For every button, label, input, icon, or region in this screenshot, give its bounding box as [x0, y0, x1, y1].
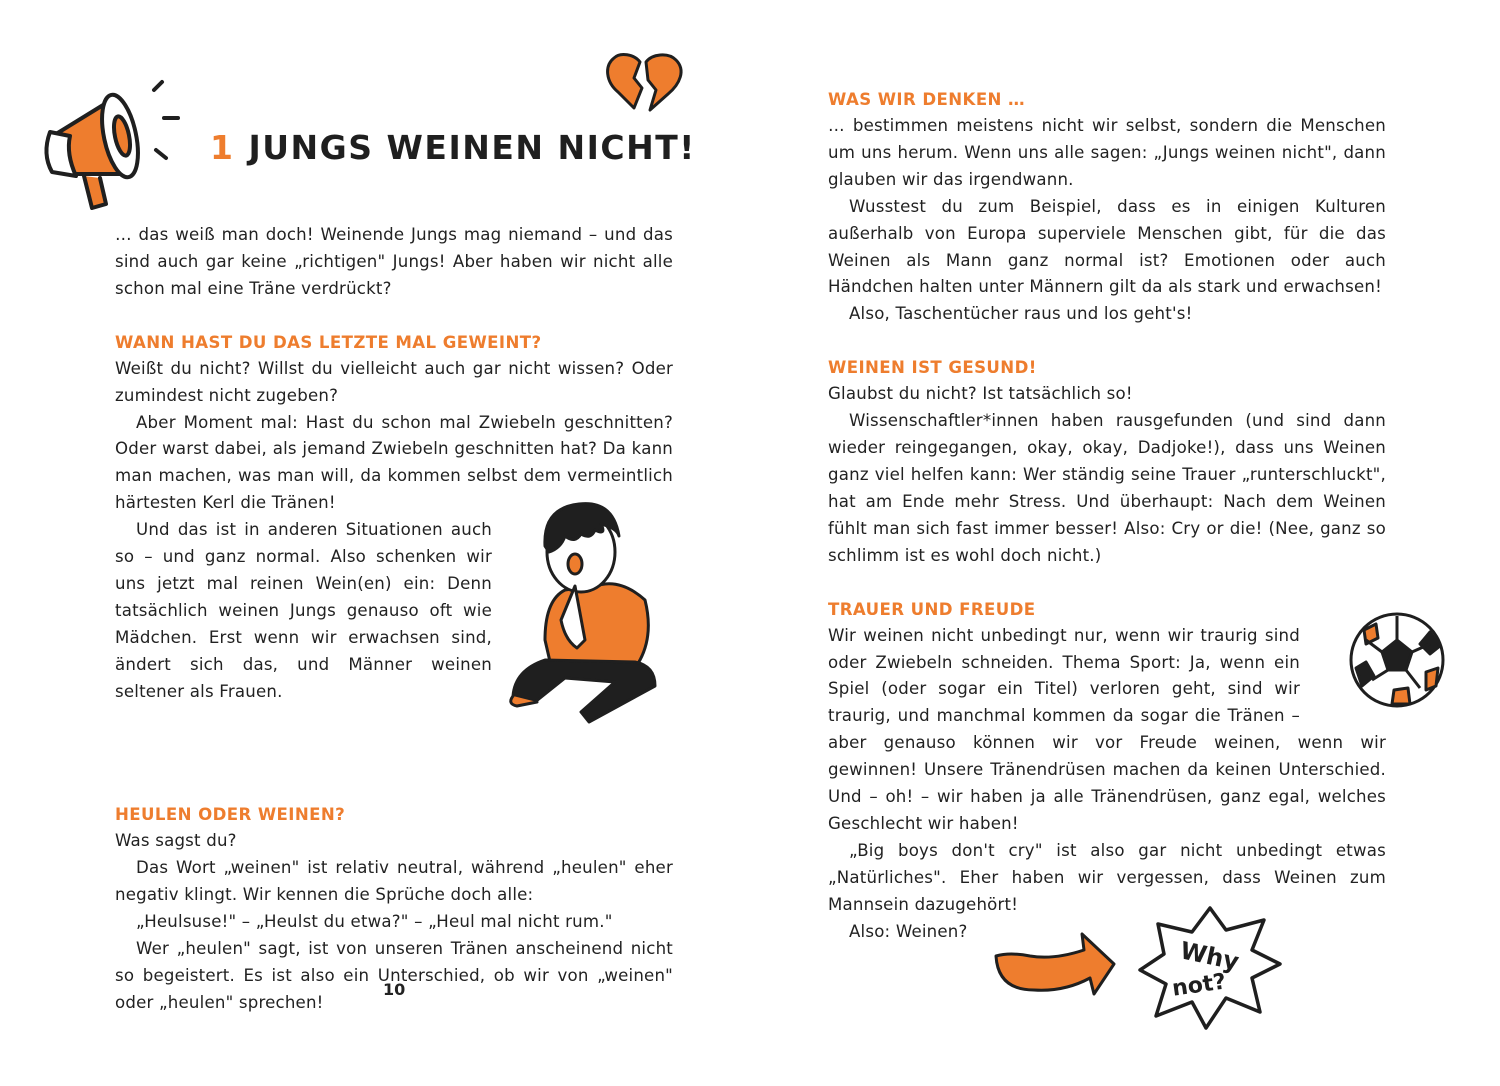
chapter-title [210, 122, 696, 174]
paragraph: Glaubst du nicht? Ist tatsächlich so! [828, 384, 1133, 404]
page-number: 10 [383, 980, 406, 999]
bubble-text-line-2: not? [1170, 969, 1228, 1002]
paragraph: Weißt du nicht? Willst du vielleicht auch gar nicht wissen? Oder zumindest nicht zugeben? [115, 358, 673, 405]
right-page [750, 0, 1500, 1086]
section-heading: WAS WIR DENKEN … [828, 90, 1026, 109]
paragraph: Also: Weinen? [849, 921, 968, 941]
megaphone-icon [36, 74, 186, 214]
section-heading: WEINEN IST GESUND! [828, 358, 1037, 378]
paragraph: Aber Moment mal: Hast du schon mal Zwiebeln geschnitten? Oder warst dabei, als jemand Zwiebeln geschnitten hat? Da kann man machen, was man will, da kommen selbst dem vermeintlich härtesten Kerl die Tränen! [115, 412, 673, 513]
section-heading: WANN HAST DU DAS LETZTE MAL GEWEINT? [115, 332, 542, 352]
chapter-number: 1 [210, 128, 235, 167]
paragraph: Wissenschaftler*innen haben rausgefunden (und sind dann wieder reingegangen, okay, okay, Dadjoke!), dass uns Weinen ganz viel helfen kann: Wer ständig seine Trauer „runterschluckt", hat am Ende mehr Stress. Und überhaupt: Nach dem Weinen fühlt man sich fast immer besser! Also: Cry or die! (Nee, ganz so schlimm ist es wohl doch nicht.) [828, 411, 1386, 565]
arrow-icon [990, 920, 1120, 1000]
paragraph: Und das ist in anderen Situationen auch so – und ganz normal. Also schenken wir uns jetzt mal reinen Wein(en) ein: Denn tatsächlich weinen Jungs genauso oft wie Mädchen. Erst wenn wir erwachsen sind, ändert sich das, und Männer weinen seltener als Frauen. [115, 520, 492, 701]
paragraph: „Big boys don't cry" ist also gar nicht unbedingt etwas „Natürliches". Eher haben wir vergessen, dass Weinen zum Mannsein dazugehört! [828, 840, 1386, 914]
quote-paragraph: „Heulsuse!" – „Heulst du etwa?" – „Heul mal nicht rum." [136, 911, 613, 931]
broken-heart-icon [594, 52, 690, 114]
intro-paragraph: … das weiß man doch! Weinende Jungs mag niemand – und das sind auch gar keine „richtigen" Jungs! Aber haben wir nicht alle schon mal eine Träne verdrückt? [115, 225, 673, 298]
paragraph: Wer „heulen" sagt, ist von unseren Tränen anscheinend nicht so begeistert. Es ist also ein Unterschied, ob wir von „weinen" oder „heulen" sprechen! [115, 938, 673, 1012]
boy-illustration [505, 490, 665, 730]
paragraph: Also, Taschentücher raus und los geht's! [849, 304, 1193, 324]
paragraph: Wusstest du zum Beispiel, dass es in einigen Kulturen außerhalb von Europa superviele Menschen gibt, für die das Weinen als Mann ganz normal ist? Emotionen oder auch Händchen halten unter Männern gilt da als stark und erwachsen! [828, 196, 1386, 297]
paragraph: Was sagst du? [115, 831, 237, 851]
chapter-title-text: JUNGS WEINEN NICHT! [248, 128, 696, 167]
section-heading: TRAUER UND FREUDE [828, 599, 1036, 619]
football-icon [1346, 610, 1448, 710]
bubble-text-line-1: Why [1177, 936, 1242, 977]
paragraph: Das Wort „weinen" ist relativ neutral, während „heulen" eher negativ klingt. Wir kennen die Sprüche doch alle: [115, 858, 673, 904]
right-text-column [828, 86, 1386, 945]
speech-burst [1136, 904, 1284, 1032]
paragraph: … bestimmen meistens nicht wir selbst, sondern die Menschen um uns herum. Wenn uns alle sagen: „Jungs weinen nicht", dann glauben wir das irgendwann. [828, 116, 1386, 189]
section-heading: HEULEN ODER WEINEN? [115, 805, 346, 825]
paragraph: Wir weinen nicht unbedingt nur, wenn wir traurig sind oder Zwiebeln schneiden. Thema Sport: Ja, wenn ein Spiel (oder sogar ein Titel) verloren geht, sind wir traurig, und manchmal kommen da sogar die Tränen – aber genauso können wir vor Freude weinen, wenn wir gewinnen! Unsere Tränendrüsen machen da keinen Unterschied. Und – oh! – wir haben ja alle Tränendrüsen, ganz egal, welches Geschlecht wir haben! [828, 625, 1386, 833]
